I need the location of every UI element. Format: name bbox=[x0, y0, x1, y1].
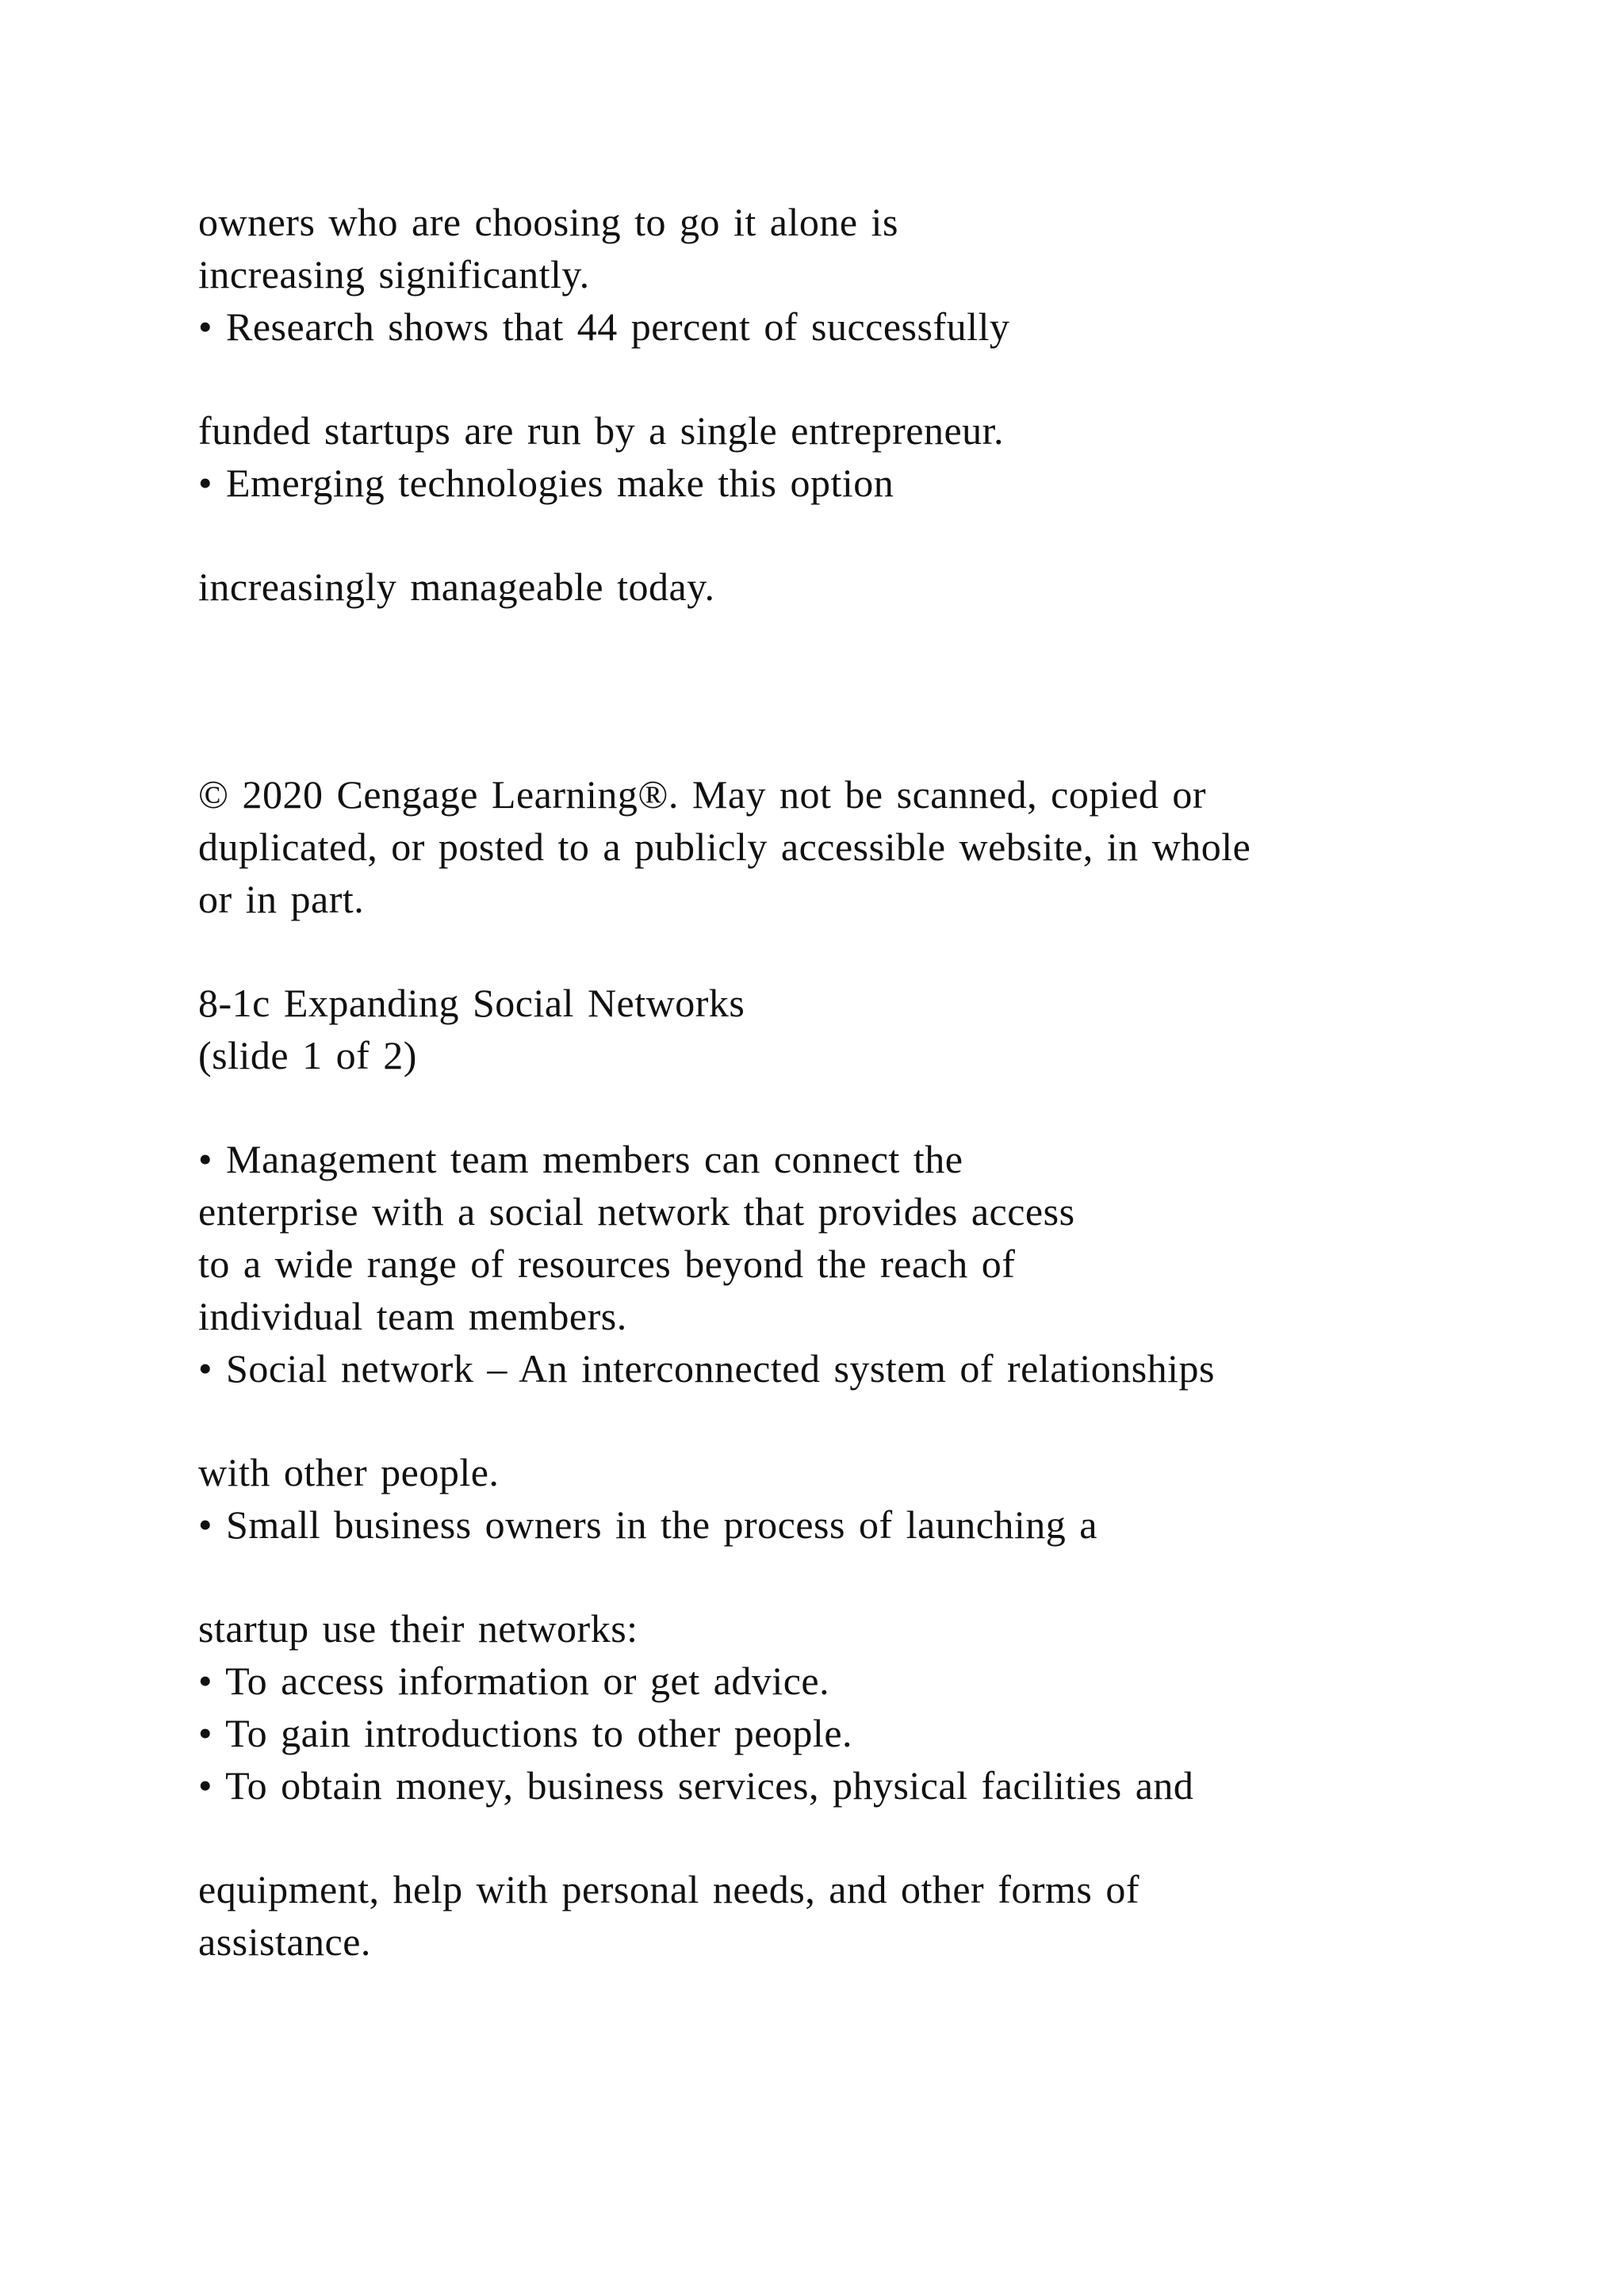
body-text-line: with other people. bbox=[198, 1450, 500, 1494]
body-text-line: startup use their networks: bbox=[198, 1606, 638, 1651]
copyright-line: duplicated, or posted to a publicly accessible website, in whole bbox=[198, 825, 1251, 869]
bullet-item: • Research shows that 44 percent of successfully bbox=[198, 304, 1010, 349]
body-text-line: enterprise with a social network that provides access bbox=[198, 1189, 1075, 1234]
body-text-line: equipment, help with personal needs, and other forms of bbox=[198, 1867, 1139, 1911]
bullet-item: • To gain introductions to other people. bbox=[198, 1711, 853, 1755]
bullet-item: • Management team members can connect the bbox=[198, 1137, 963, 1181]
body-text-line: funded startups are run by a single entrepreneur. bbox=[198, 408, 1005, 453]
bullet-item: • To obtain money, business services, physical facilities and bbox=[198, 1763, 1194, 1808]
copyright-line: © 2020 Cengage Learning®. May not be scanned, copied or bbox=[198, 772, 1207, 817]
bullet-item: • Social network – An interconnected system of relationships bbox=[198, 1346, 1216, 1391]
body-text-line: individual team members. bbox=[198, 1294, 627, 1338]
bullet-item: • Emerging technologies make this option bbox=[198, 461, 894, 505]
body-text-line: owners who are choosing to go it alone is bbox=[198, 200, 898, 244]
copyright-line: or in part. bbox=[198, 877, 365, 921]
body-text-line: increasing significantly. bbox=[198, 252, 590, 297]
bullet-item: • To access information or get advice. bbox=[198, 1659, 830, 1703]
body-text-line: increasingly manageable today. bbox=[198, 564, 715, 609]
section-heading: 8-1c Expanding Social Networks bbox=[198, 981, 745, 1025]
body-text-line: to a wide range of resources beyond the reach of bbox=[198, 1242, 1016, 1286]
section-subheading: (slide 1 of 2) bbox=[198, 1033, 417, 1077]
bullet-item: • Small business owners in the process of launching a bbox=[198, 1502, 1097, 1547]
body-text-line: assistance. bbox=[198, 1919, 371, 1964]
